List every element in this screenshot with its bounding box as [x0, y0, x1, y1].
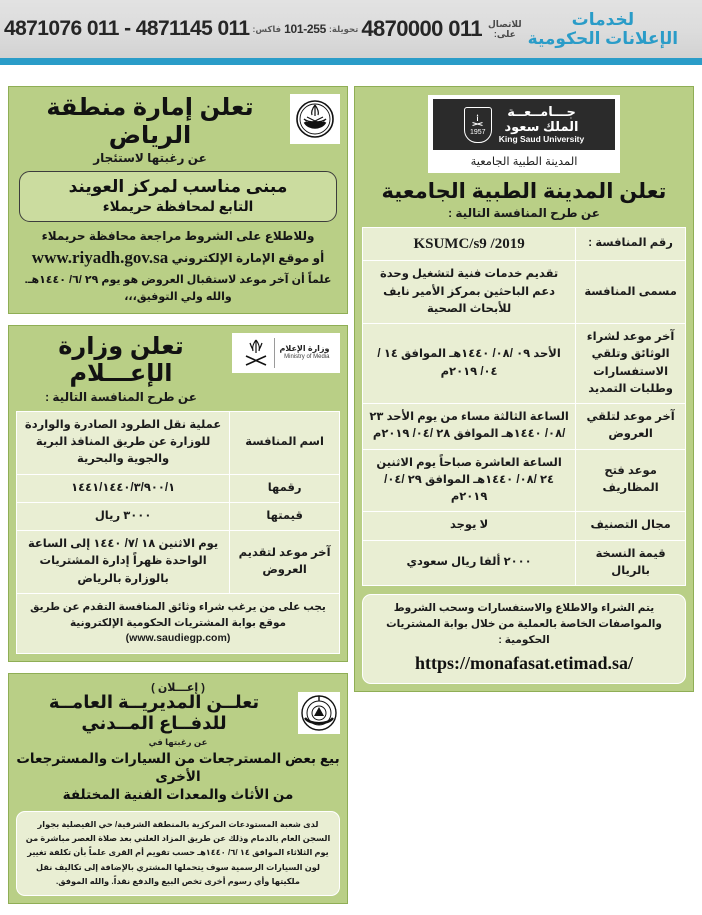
logo-divider: [274, 338, 275, 368]
civil-defense-big: [16, 750, 340, 805]
masthead-fax-numbers: 011 4871145 - 011 4871076: [4, 17, 250, 40]
ministry-of-media-name-ar: وزارة الإعلام: [279, 344, 330, 354]
masthead-ext-number: 101-255: [284, 22, 327, 36]
riyadh-body-line1: وللاطلاع على الشروط مراجعة محافظة حريملاء: [41, 228, 315, 243]
masthead-contact-label: [488, 19, 522, 40]
riyadh-box-line2: التابع لمحافظة حريملاء: [102, 198, 254, 214]
ksu-logo-english: King Saud University: [498, 134, 585, 145]
row-value: يوم الاثنين ١٨ /٧/ ١٤٤٠ إلى الساعة الواحدة ظهراً إدارة المشتريات بالوزارة بالرياض: [17, 531, 230, 594]
table-row: [17, 531, 340, 594]
riyadh-header-text: [16, 94, 284, 165]
ksumc-headline: تعلن المدينة الطبية الجامعية: [381, 179, 667, 203]
civil-defense-sub: عن رغبتها في: [148, 737, 208, 748]
ksu-logo-subtitle: المدينة الطبية الجامعية: [470, 155, 578, 168]
ksu-logo-arabic-line2: الملك سعود: [504, 118, 579, 134]
row-label: قيمة النسخة بالريال: [576, 540, 686, 586]
table-row: [17, 474, 340, 502]
riyadh-box-line1: مبنى مناسب لمركز العويند: [68, 177, 288, 197]
row-value: الساعة العاشرة صباحاً يوم الاثنين ٢٤ /٠٨/ ١٤٤٠هـ الموافق ٢٩ /٠٤/ ٢٠١٩م: [363, 449, 576, 512]
media-table: [16, 411, 340, 594]
ksumc-note: [362, 594, 686, 684]
masthead-brand-line1: لخدمات: [571, 9, 635, 29]
ad-ministry-of-media: [8, 325, 348, 662]
masthead-main-phone: 011 4870000: [361, 16, 482, 41]
riyadh-headline: تعلن إمارة منطقة الرياض: [46, 94, 254, 149]
row-label: رقمها: [230, 474, 340, 502]
table-row: [17, 411, 340, 474]
masthead-contact-label-line1: للاتصال: [488, 18, 522, 29]
row-value: لا يوجد: [363, 512, 576, 540]
ksu-shield-icon: [464, 107, 492, 143]
row-value: الأحد ٠٩ /٠٨/ ١٤٤٠هـ الموافق ١٤ /٠٤/ ٢٠١٩م: [363, 324, 576, 404]
riyadh-body: [16, 227, 340, 306]
civil-defense-tag: ( إعـــلان ): [151, 682, 205, 695]
table-row: [17, 502, 340, 530]
ksumc-table: [362, 227, 686, 586]
media-header-text: [16, 333, 226, 404]
ksumc-subline: عن طرح المنافسة التالية :: [448, 205, 600, 220]
masthead-fax-label: فاكس:: [252, 23, 282, 34]
saudi-state-emblem-icon: [290, 94, 340, 144]
civil-defense-big-line1: بيع بعض المسترجعات من السيارات والمسترجعات الأخرى: [16, 751, 340, 785]
riyadh-highlight-box: [19, 171, 337, 221]
ad-ksumc: [354, 86, 694, 692]
row-label: آخر موعد لتلقي العروض: [576, 404, 686, 450]
column-right: [8, 86, 348, 915]
ad-riyadh-emirate: [8, 86, 348, 314]
riyadh-body-line2-prefix: أو موقع الإمارة الإلكتروني: [171, 251, 325, 266]
riyadh-body-line4: والله ولي التوفيق،،،: [124, 290, 232, 303]
row-value: ٢٠٠٠ ألفا ريال سعودي: [363, 540, 576, 586]
media-table-body: [17, 411, 340, 593]
media-headline: تعلن وزارة الإعـــلام: [58, 332, 184, 388]
row-label: آخر موعد لشراء الوثائق وتلقي الاستفسارات وطلبات التمديد: [576, 324, 686, 404]
ministry-of-media-logo: [232, 333, 340, 373]
media-subline: عن طرح المنافسة التالية :: [45, 389, 197, 404]
table-row: [363, 227, 686, 261]
masthead-brand-line2: الإعلانات الحكومية: [527, 29, 679, 48]
row-value: ٣٠٠٠ ريال: [17, 502, 230, 530]
table-row: [363, 540, 686, 586]
civil-defense-headline: تعلــن المديريــة العامــة للدفــاع المــدني: [48, 692, 260, 733]
row-label: اسم المنافسة: [230, 411, 340, 474]
civil-defense-emblem-icon: [298, 692, 340, 734]
riyadh-body-line3: علماً أن آخر موعد لاستقبال العروض هو يوم ٢٩ /٦/ ١٤٤٠هـ.: [24, 273, 332, 286]
masthead-contact-label-line2: على:: [493, 29, 516, 39]
riyadh-website-url[interactable]: www.riyadh.gov.sa: [31, 248, 169, 268]
riyadh-subline: عن رغبتها لاستئجار: [93, 151, 207, 166]
civil-defense-header-row: [16, 692, 340, 734]
ad-civil-defense: [8, 673, 348, 904]
media-header-row: [16, 333, 340, 404]
ksumc-table-body: [363, 227, 686, 585]
row-label: موعد فتح المظاريف: [576, 449, 686, 512]
table-row: [363, 324, 686, 404]
row-label: مجال التصنيف: [576, 512, 686, 540]
riyadh-body-line2: [16, 245, 340, 271]
palm-swords-icon: [243, 338, 269, 368]
table-row: [363, 404, 686, 450]
ksumc-note-url[interactable]: https://monafasat.etimad.sa/: [414, 653, 633, 674]
row-label: قيمتها: [230, 502, 340, 530]
ksu-shield-year: 1957: [469, 129, 486, 137]
ksu-logo-arabic-line1: جـــامــعــة: [507, 104, 576, 119]
civil-defense-fineprint: لدى شعبة المستودعات المركزية بالمنطقة الشرقية/ حي الفيصلية بجوار السجن العام بالدمام وذلك عن طريق المزاد العلني بعد صلاة العصر مباشرة من يوم الثلاثاء الموافق ١٤ /٦/ ١٤٤٠هـ حسب تقويم أم القرى علماً بأن تكلفة تغيير لون السيارات الرسمية سوف يتحملها المشتري بالإضافة إلى تكاليف نقل ملكيتها وأي رسوم أخرى تخص البيع والدفع نقداً. والله الموفق.: [16, 811, 340, 897]
ksu-logo-black-block: [433, 99, 615, 150]
masthead: [0, 0, 702, 58]
table-row: [363, 449, 686, 512]
ministry-of-media-wordmark: [280, 344, 330, 361]
ksu-logo-text: [499, 105, 585, 145]
ksu-logo: [428, 95, 620, 173]
row-value: ١٤٤١/١٤٤٠/٣/٩٠٠/١: [17, 474, 230, 502]
table-row: [363, 512, 686, 540]
masthead-accent-rule: [0, 58, 702, 65]
row-value: عملية نقل الطرود الصادرة والواردة للوزارة عن طريق المنافذ البرية والجوية والبحرية: [17, 411, 230, 474]
masthead-ext-label: تحويلة:: [329, 23, 359, 34]
column-ksumc: [354, 86, 694, 703]
media-note: يجب على من يرغب شراء وثائق المنافسة التقدم عن طريق موقع بوابة المشتريات الحكومية الإلكترونية (www.saudiegp.com): [16, 594, 340, 654]
row-value: KSUMC/s9 /2019: [363, 227, 576, 261]
table-row: [363, 261, 686, 324]
masthead-brand: [528, 10, 678, 48]
civil-defense-header-text: [16, 692, 292, 733]
row-label: رقم المنافسة :: [576, 227, 686, 261]
ksumc-note-text: يتم الشراء والاطلاع والاستفسارات وسحب الشروط والمواصفات الخاصة بالعملية من خلال بوابة المشتريات الحكومية :: [386, 602, 662, 646]
row-value: تقديم خدمات فنية لتشغيل وحدة دعم الباحثين بمركز الأمير نايف للأبحاث الصحية: [363, 261, 576, 324]
civil-defense-big-line2: من الأثاث والمعدات الفنية المختلفة: [62, 787, 294, 803]
row-value: الساعة الثالثة مساء من يوم الأحد ٢٣ /٠٨/ ١٤٤٠هـ الموافق ٢٨ /٠٤/ ٢٠١٩م: [363, 404, 576, 450]
riyadh-header-row: [16, 94, 340, 165]
row-label: مسمى المنافسة: [576, 261, 686, 324]
ministry-of-media-name-en: Ministry of Media: [284, 353, 330, 360]
row-label: آخر موعد لتقديم العروض: [230, 531, 340, 594]
